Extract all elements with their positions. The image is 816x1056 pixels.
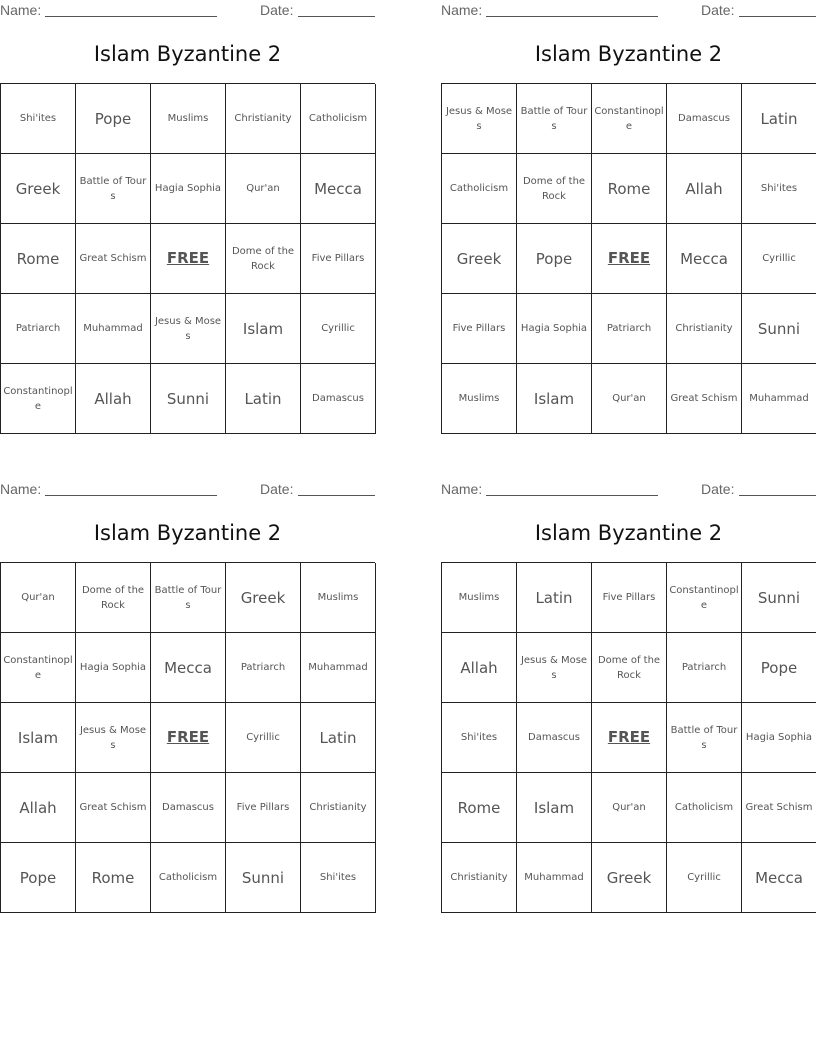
bingo-cell: Dome of the Rock [592,633,667,703]
bingo-cell: Rome [76,843,151,913]
bingo-cell: Rome [442,773,517,843]
bingo-cell: Battle of Tours [667,703,742,773]
date-line [298,495,375,496]
bingo-cell: Dome of the Rock [226,224,301,294]
bingo-cell: Qur'an [226,154,301,224]
bingo-cell: Jesus & Moses [517,633,592,703]
bingo-cell: Allah [1,773,76,843]
bingo-cell: Patriarch [592,294,667,364]
bingo-cell: Pope [1,843,76,913]
bingo-cell: Christianity [226,84,301,154]
free-space-cell: FREE [151,703,226,773]
bingo-cell: Jesus & Moses [76,703,151,773]
bingo-cell: Sunni [742,294,816,364]
bingo-cell: Shi'ites [742,154,816,224]
bingo-cell: Christianity [301,773,376,843]
bingo-card-4 [441,479,816,919]
date-label: Date: [701,2,735,18]
name-date-row [441,479,816,501]
bingo-cell: Constantinople [667,563,742,633]
date-line [739,16,816,17]
bingo-cell: Christianity [667,294,742,364]
bingo-cell: Battle of Tours [151,563,226,633]
bingo-cell: Muslims [442,563,517,633]
bingo-cell: Cyrillic [301,294,376,364]
bingo-cell: Islam [517,773,592,843]
name-line [486,495,658,496]
bingo-cell: Mecca [742,843,816,913]
bingo-cell: Latin [742,84,816,154]
bingo-cell: Qur'an [592,773,667,843]
bingo-cell: Jesus & Moses [442,84,517,154]
bingo-cell: Five Pillars [592,563,667,633]
card-title: Islam Byzantine 2 [534,521,723,545]
bingo-cell: Great Schism [742,773,816,843]
bingo-cell: Jesus & Moses [151,294,226,364]
bingo-cell: Muslims [151,84,226,154]
bingo-cell: Dome of the Rock [517,154,592,224]
bingo-cell: Patriarch [1,294,76,364]
bingo-cell: Patriarch [667,633,742,703]
bingo-cell: Damascus [667,84,742,154]
bingo-cell: Cyrillic [226,703,301,773]
bingo-cell: Allah [442,633,517,703]
bingo-cell: Catholicism [442,154,517,224]
bingo-cell: Catholicism [667,773,742,843]
bingo-cell: Rome [1,224,76,294]
bingo-card-1 [0,0,375,440]
bingo-cell: Muhammad [76,294,151,364]
card-title: Islam Byzantine 2 [534,42,723,66]
bingo-cell: Muslims [442,364,517,434]
bingo-cell: Great Schism [667,364,742,434]
bingo-grid [0,562,375,913]
bingo-cell: Battle of Tours [76,154,151,224]
bingo-cell: Sunni [151,364,226,434]
bingo-cell: Cyrillic [667,843,742,913]
bingo-cell: Muhammad [742,364,816,434]
name-label: Name: [441,481,483,497]
bingo-cell: Greek [592,843,667,913]
date-label: Date: [260,481,294,497]
name-label: Name: [0,481,42,497]
name-date-row [0,0,375,22]
name-date-row [441,0,816,22]
bingo-cell: Hagia Sophia [151,154,226,224]
bingo-cell: Shi'ites [442,703,517,773]
free-space-cell: FREE [592,703,667,773]
bingo-cell: Muhammad [517,843,592,913]
bingo-card-3 [0,479,375,919]
bingo-cell: Five Pillars [226,773,301,843]
bingo-cell: Shi'ites [301,843,376,913]
bingo-cell: Constantinople [1,364,76,434]
bingo-cell: Constantinople [592,84,667,154]
bingo-cell: Allah [76,364,151,434]
date-label: Date: [701,481,735,497]
name-label: Name: [0,2,42,18]
bingo-cell: Greek [442,224,517,294]
bingo-grid [0,83,375,434]
bingo-cell: Mecca [301,154,376,224]
free-space-cell: FREE [151,224,226,294]
bingo-cell: Five Pillars [442,294,517,364]
name-label: Name: [441,2,483,18]
bingo-cell: Hagia Sophia [742,703,816,773]
bingo-cell: Muhammad [301,633,376,703]
bingo-cell: Sunni [742,563,816,633]
date-label: Date: [260,2,294,18]
bingo-cell: Mecca [667,224,742,294]
card-title: Islam Byzantine 2 [93,42,282,66]
bingo-cell: Islam [226,294,301,364]
bingo-cell: Shi'ites [1,84,76,154]
bingo-cell: Qur'an [1,563,76,633]
free-space-cell: FREE [592,224,667,294]
bingo-cell: Christianity [442,843,517,913]
bingo-cell: Catholicism [301,84,376,154]
bingo-cell: Allah [667,154,742,224]
bingo-cell: Dome of the Rock [76,563,151,633]
bingo-cell: Islam [1,703,76,773]
bingo-cell: Rome [592,154,667,224]
bingo-cell: Hagia Sophia [517,294,592,364]
card-title: Islam Byzantine 2 [93,521,282,545]
bingo-cell: Damascus [151,773,226,843]
bingo-cell: Cyrillic [742,224,816,294]
bingo-cell: Catholicism [151,843,226,913]
bingo-cell: Damascus [517,703,592,773]
bingo-cell: Latin [517,563,592,633]
bingo-cell: Latin [226,364,301,434]
bingo-cell: Pope [517,224,592,294]
bingo-cell: Battle of Tours [517,84,592,154]
bingo-grid [441,83,816,434]
bingo-cell: Latin [301,703,376,773]
bingo-cell: Islam [517,364,592,434]
bingo-cell: Greek [226,563,301,633]
name-line [486,16,658,17]
bingo-cell: Great Schism [76,224,151,294]
bingo-cell: Great Schism [76,773,151,843]
name-date-row [0,479,375,501]
date-line [739,495,816,496]
bingo-cell: Mecca [151,633,226,703]
name-line [45,16,217,17]
bingo-cell: Damascus [301,364,376,434]
bingo-cell: Five Pillars [301,224,376,294]
bingo-cell: Hagia Sophia [76,633,151,703]
bingo-cell: Sunni [226,843,301,913]
bingo-cell: Pope [76,84,151,154]
bingo-grid [441,562,816,913]
bingo-cell: Pope [742,633,816,703]
bingo-cell: Constantinople [1,633,76,703]
bingo-card-2 [441,0,816,440]
bingo-cell: Qur'an [592,364,667,434]
bingo-cell: Patriarch [226,633,301,703]
bingo-cell: Muslims [301,563,376,633]
date-line [298,16,375,17]
name-line [45,495,217,496]
bingo-cell: Greek [1,154,76,224]
